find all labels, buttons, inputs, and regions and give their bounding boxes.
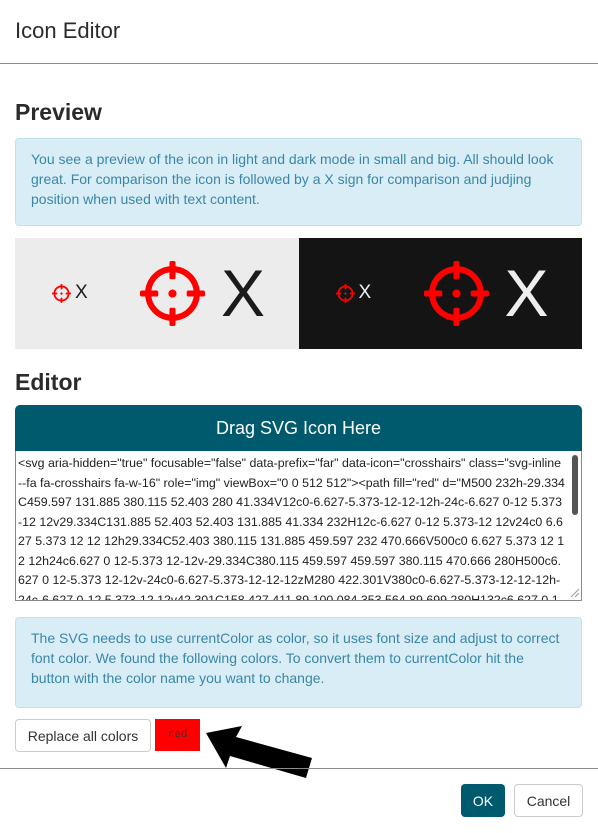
pointer-arrow-icon — [205, 725, 317, 787]
dark-preview-panel — [299, 238, 583, 349]
dialog-header — [0, 0, 598, 64]
crosshairs-icon — [336, 284, 355, 303]
editor-heading: Editor — [15, 369, 82, 395]
sample-x-large: X — [504, 256, 549, 330]
light-preview-panel — [15, 238, 299, 349]
textarea-scroll-thumb[interactable] — [572, 455, 578, 515]
colors-info-alert: The SVG needs to use currentColor as color, so it uses font size and adjust to correct font color. We found the following colors. To convert them to currentColor hit the button with the color name you want to change. — [15, 617, 582, 708]
crosshairs-icon — [140, 261, 205, 326]
svg-drop-zone[interactable]: Drag SVG Icon Here — [15, 405, 582, 451]
ok-button[interactable]: OK — [461, 784, 505, 817]
sample-x-large: X — [221, 256, 266, 330]
svg-source-textarea[interactable] — [15, 451, 582, 601]
sample-x-small: X — [75, 282, 88, 303]
footer-divider — [0, 768, 598, 769]
icon-preview — [15, 238, 582, 349]
preview-info-alert: You see a preview of the icon in light and dark mode in small and big. All should look great. For comparison the icon is followed by a X sign for comparison and judjing position when used with text content. — [15, 138, 582, 226]
preview-heading: Preview — [15, 99, 102, 125]
crosshairs-icon — [424, 261, 489, 326]
crosshairs-icon — [52, 284, 71, 303]
replace-all-colors-button[interactable]: Replace all colors — [15, 719, 151, 752]
dialog-title: Icon Editor — [15, 18, 121, 43]
sample-x-small: X — [358, 282, 372, 303]
color-button-red[interactable]: red — [155, 719, 200, 751]
resize-grip-icon[interactable] — [570, 588, 580, 598]
cancel-button[interactable]: Cancel — [514, 784, 583, 817]
